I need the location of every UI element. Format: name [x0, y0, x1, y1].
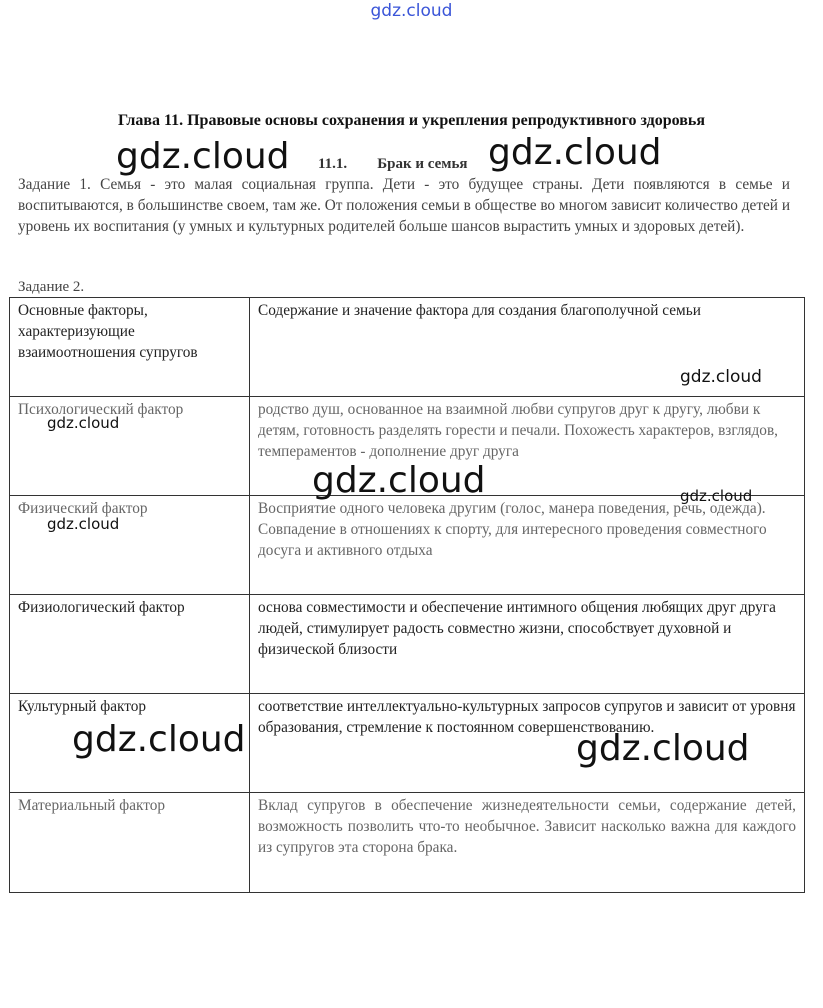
factor-cell: Культурный фактор	[10, 694, 250, 793]
watermark: gdz.cloud	[116, 136, 290, 177]
task2-label: Задание 2.	[18, 279, 85, 295]
table-row	[10, 595, 805, 694]
section-title: Брак и семья	[377, 156, 468, 172]
site-link[interactable]: gdz.cloud	[370, 1, 453, 21]
factor-cell: Физический фактор	[10, 496, 250, 595]
section-heading	[318, 156, 468, 173]
chapter-title: Глава 11. Правовые основы сохранения и укрепления репродуктивного здоровья	[118, 112, 705, 129]
content-cell: родство душ, основанное на взаимной любви супругов друг к другу, любви к детям, готовность разделять горести и печали. Похожесть характеров, взглядов, темпераментов - дополнение друг друга	[250, 397, 805, 496]
header-cell-factors: Основные факторы, характеризующие взаимоотношения супругов	[10, 298, 250, 397]
content-cell: Вклад супругов в обеспечение жизнедеятельности семьи, содержание детей, возможность позволить что-то необычное. Зависит насколько важна для каждого из супругов эта сторона брака.	[250, 793, 805, 893]
watermark: gdz.cloud	[488, 132, 662, 173]
content-cell: соответствие интеллектуально-культурных запросов супругов и зависит от уровня образования, стремление к постоянном совершенствованию.	[250, 694, 805, 793]
factor-cell: Психологический фактор	[10, 397, 250, 496]
watermark: gdz.cloud	[47, 515, 120, 533]
table-row	[10, 793, 805, 893]
content-cell: Восприятие одного человека другим (голос, манера поведения, речь, одежда). Совпадение в отношениях к спорту, для интересного проведения совместного досуга и активного отдыха	[250, 496, 805, 595]
watermark: gdz.cloud	[312, 460, 486, 501]
watermark: gdz.cloud	[72, 719, 246, 760]
content-cell: основа совместимости и обеспечение интимного общения любящих друг друга людей, стимулирует радость совместно жизни, способствует духовной и физической близости	[250, 595, 805, 694]
factor-cell: Физиологический фактор	[10, 595, 250, 694]
watermark: gdz.cloud	[680, 487, 753, 505]
watermark: gdz.cloud	[680, 367, 762, 387]
watermark: gdz.cloud	[576, 728, 750, 769]
factor-cell: Материальный фактор	[10, 793, 250, 893]
table-row	[10, 496, 805, 595]
watermark: gdz.cloud	[47, 414, 120, 432]
section-number: 11.1.	[318, 156, 348, 172]
task1-paragraph: Задание 1. Семья - это малая социальная группа. Дети - это будущее страны. Дети появляются в семье и воспитываются, в большинстве своем, там же. От положения семьи в обществе во многом зависит количество детей и уровень их воспитания (у умных и культурных родителей больше шансов вырастить умных и здоровых детей).	[18, 176, 790, 235]
header-cell-content: Содержание и значение фактора для создания благополучной семьи	[250, 298, 805, 397]
